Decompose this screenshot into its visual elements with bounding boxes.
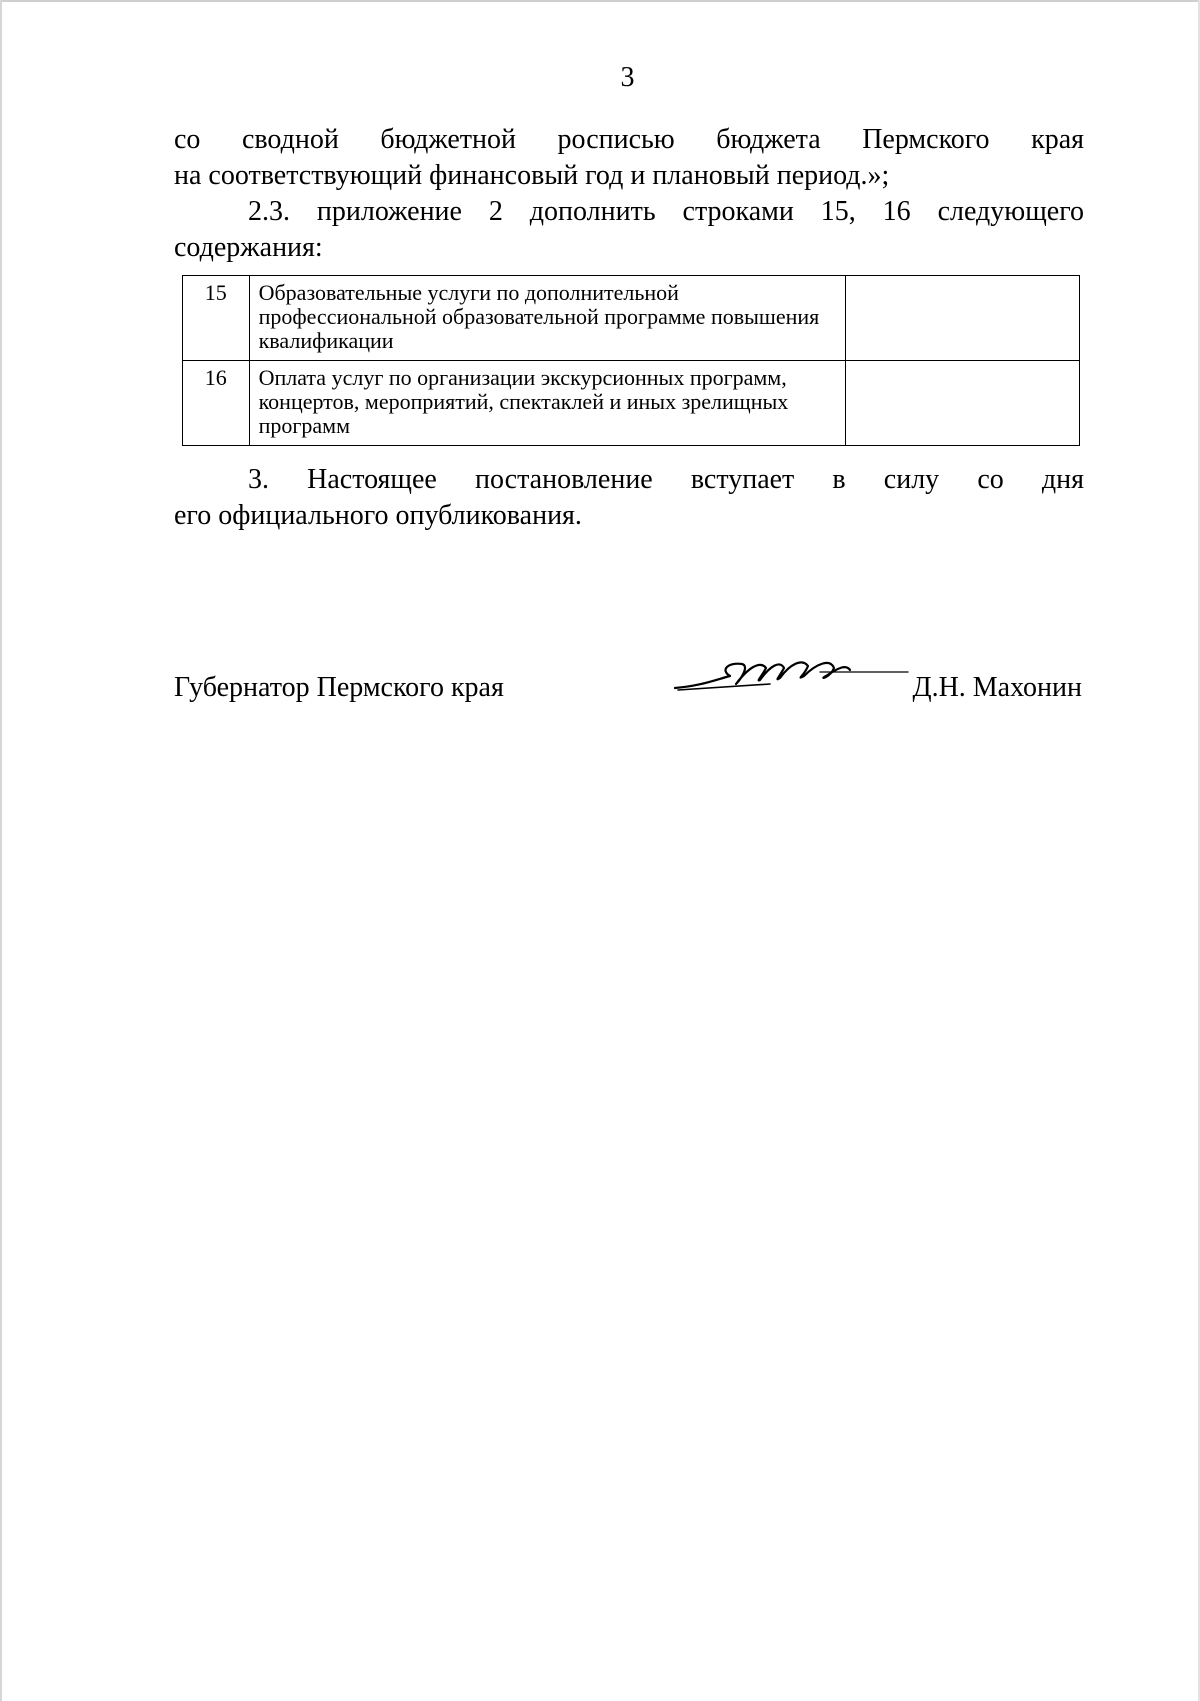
paragraph-line: 2.3. приложение 2 дополнить строками 15, 16 следующего bbox=[248, 196, 1084, 227]
paragraph-line: со сводной бюджетной росписью бюджета Пермского края bbox=[174, 124, 1084, 155]
handwritten-signature-icon bbox=[670, 650, 910, 700]
paragraph-line: содержания: bbox=[174, 232, 323, 263]
table-cell-description: Оплата услуг по организации экскурсионных программ, концертов, мероприятий, спектаклей и иных зрелищных программ bbox=[249, 361, 846, 446]
table-cell-description: Образовательные услуги по дополнительной профессиональной образовательной программе повышения квалификации bbox=[249, 276, 846, 361]
table-cell-number: 15 bbox=[183, 276, 250, 361]
signatory-position: Губернатор Пермского края bbox=[174, 672, 504, 703]
table-row bbox=[183, 361, 1080, 446]
paragraph-line: 3. Настоящее постановление вступает в силу со дня bbox=[248, 464, 1084, 495]
amendment-table bbox=[182, 275, 1080, 446]
page-number: 3 bbox=[620, 62, 635, 93]
table-cell-empty bbox=[846, 276, 1080, 361]
scan-edge-left bbox=[0, 0, 2, 1701]
scan-edge-top bbox=[0, 0, 1200, 2]
paragraph-line: на соответствующий финансовый год и плановый период.»; bbox=[174, 160, 890, 191]
paragraph-amendment-2-3 bbox=[174, 194, 1084, 266]
table-cell-empty bbox=[846, 361, 1080, 446]
table-row bbox=[183, 276, 1080, 361]
paragraph-effective-date bbox=[174, 462, 1084, 534]
table-cell-number: 16 bbox=[183, 361, 250, 446]
paragraph-line: его официального опубликования. bbox=[174, 500, 582, 531]
signatory-name: Д.Н. Махонин bbox=[912, 672, 1082, 703]
paragraph-budget-schedule bbox=[174, 122, 1084, 194]
